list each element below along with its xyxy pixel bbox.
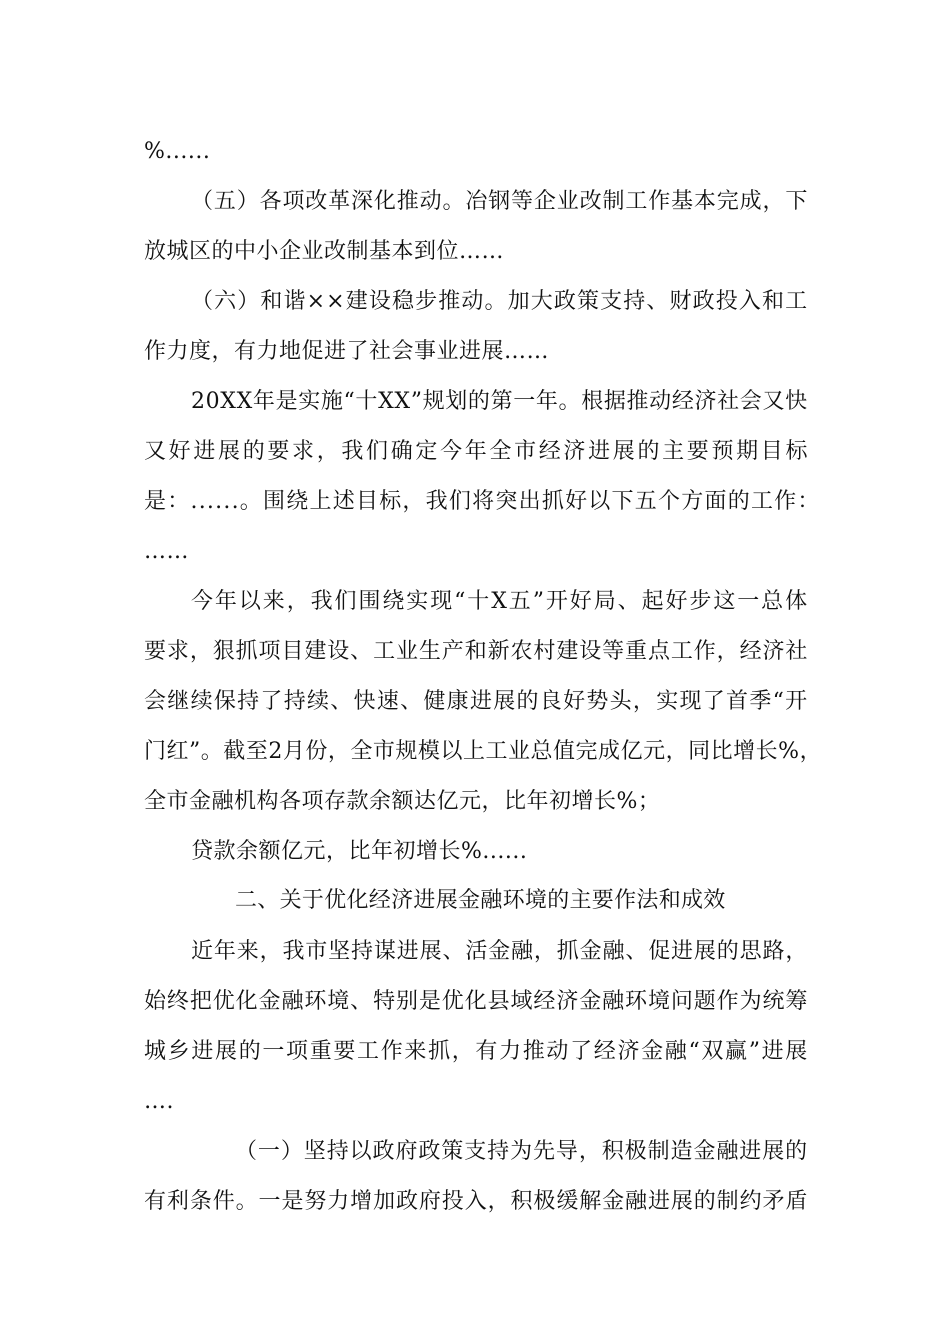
paragraph-6-line-2: 作力度，有力地促进了社会事业进展…… (144, 339, 550, 364)
paragraph-section-line-1: 近 年 来 ， 我 市 坚 持 谋 进 展 、 活 金 融 ， 抓 金 融 、 促 进 展 的 思 路 ， (191, 939, 808, 964)
paragraph-plan-line-2: 又 好 进 展 的 要 求 ， 我 们 确 定 今 年 全 市 经 济 进 展 的 主 要 预 期 目 标 (144, 439, 808, 464)
paragraph-plan-line-1: 2 0 X X 年 是 实 施 “ 十 X X ” 规 划 的 第 一 年 。 根 据 推 动 经 济 社 会 又 快 (191, 389, 808, 414)
paragraph-section-line-2: 始 终 把 优 化 金 融 环 境 、 特 别 是 优 化 县 域 经 济 金 融 环 境 问 题 作 为 统 筹 (144, 989, 808, 1014)
paragraph-loan-line: 贷款余额亿元，比年初增长%...... (191, 839, 528, 864)
subsection-line-2: 有 利 条 件 。 一 是 努 力 增 加 政 府 投 入 ， 积 极 缓 解 金 融 进 展 的 制 约 矛 盾 (144, 1189, 808, 1214)
text-line-1: %...... (144, 139, 211, 164)
subsection-line-1: （ 一 ） 坚 持 以 政 府 政 策 支 持 为 先 导 ， 积 极 制 造 金 融 进 展 的 (235, 1139, 808, 1164)
paragraph-section-line-4: …. (144, 1089, 174, 1114)
paragraph-section-line-3: 城 乡 进 展 的 一 项 重 要 工 作 来 抓 ， 有 力 推 动 了 经 济 金 融 “ 双 赢 ” 进 展 (144, 1039, 808, 1064)
paragraph-plan-line-4: …… (144, 539, 189, 564)
paragraph-5-line-2: 放城区的中小企业改制基本到位…… (144, 239, 505, 264)
section-heading: 二、关于优化经济进展金融环境的主要作法和成效 (235, 888, 726, 913)
paragraph-5-line-1: （ 五 ） 各 项 改 革 深 化 推 动 。 冶 钢 等 企 业 改 制 工 作 基 本 完 成 ， 下 (191, 189, 808, 214)
paragraph-year-line-2: 要 求 ， 狠 抓 项 目 建 设 、 工 业 生 产 和 新 农 村 建 设 等 重 点 工 作 ， 经 济 社 (144, 639, 808, 664)
paragraph-year-line-4: 门 红 ” 。 截 至 2 月 份 ， 全 市 规 模 以 上 工 业 总 值 完 成 亿 元 ， 同 比 增 长 % ， (144, 739, 823, 764)
paragraph-year-line-1: 今 年 以 来 ， 我 们 围 绕 实 现 “ 十 X 五 ” 开 好 局 、 起 好 步 这 一 总 体 (191, 589, 808, 614)
paragraph-year-line-5: 全市金融机构各项存款余额达亿元，比年初增长%； (144, 789, 661, 814)
paragraph-year-line-3: 会 继 续 保 持 了 持 续 、 快 速 、 健 康 进 展 的 良 好 势 头 ， 实 现 了 首 季 “ 开 (144, 689, 808, 714)
paragraph-6-line-1: （ 六 ） 和 谐 × × 建 设 稳 步 推 动 。 加 大 政 策 支 持 、 财 政 投 入 和 工 (191, 289, 808, 314)
paragraph-plan-line-3: 是 ： . . . . . . 。 围 绕 上 述 目 标 ， 我 们 将 突 出 抓 好 以 下 五 个 方 面 的 工 作 ： (144, 489, 820, 514)
